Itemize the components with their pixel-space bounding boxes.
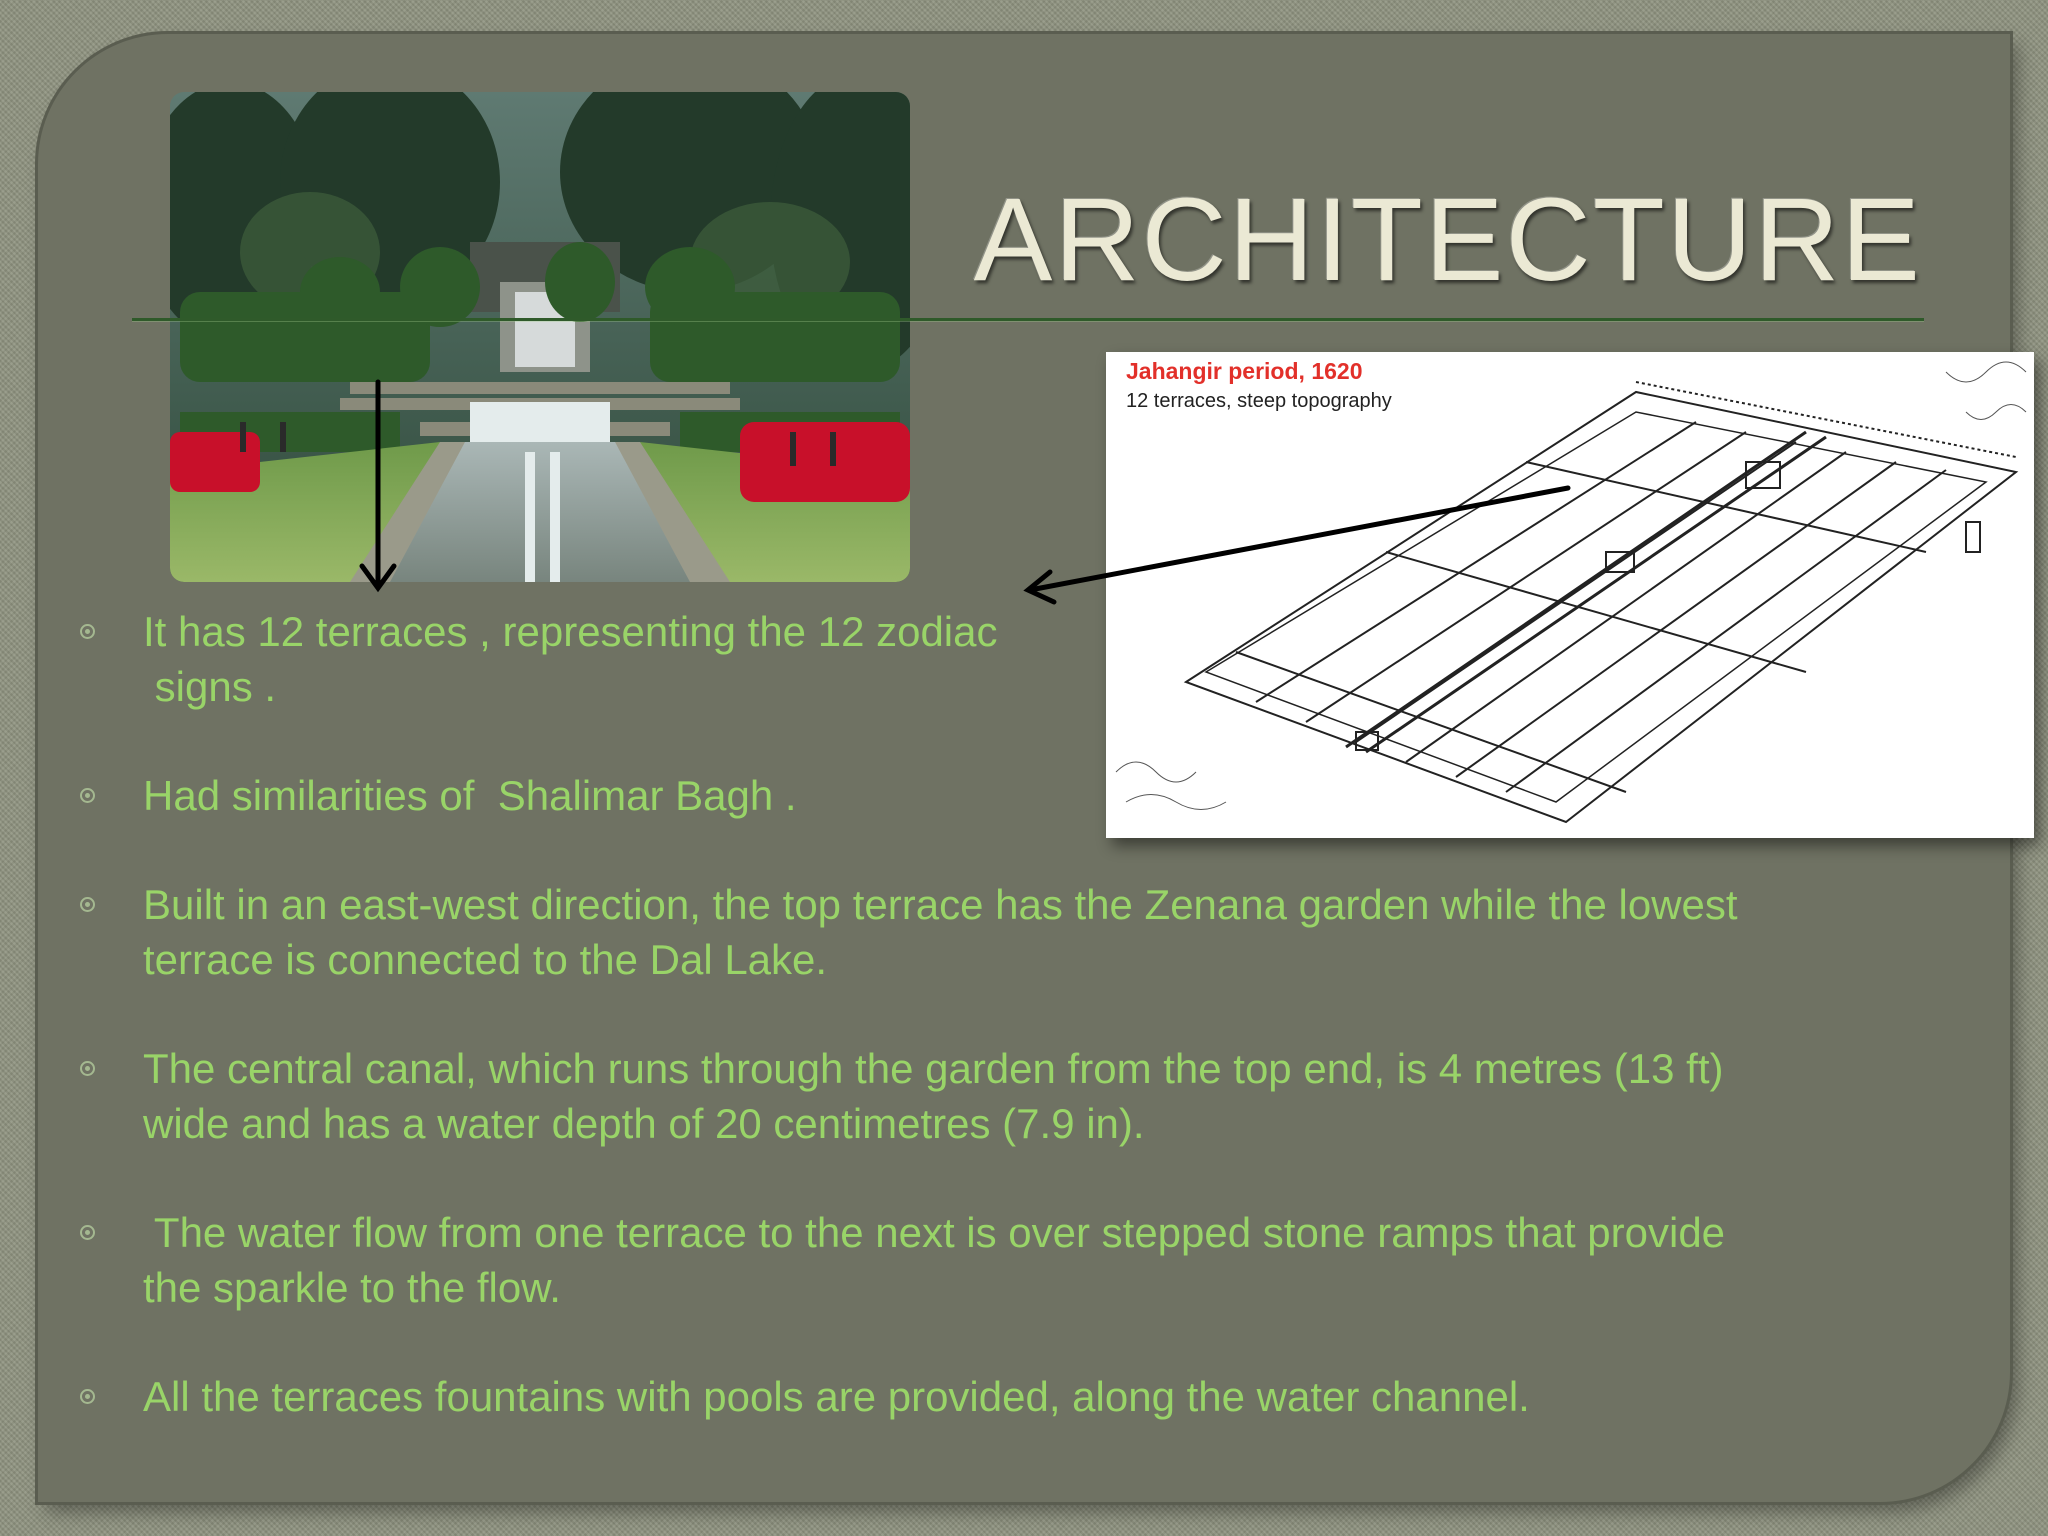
bullet-icon [80, 624, 95, 639]
bullet-line-1: Had similarities of Shalimar Bagh . [143, 772, 797, 819]
bullet-line-1: All the terraces fountains with pools are provided, along the water channel. [143, 1373, 1530, 1420]
bullet-line-1: It has 12 terraces , representing the 12 zodiac [143, 608, 998, 655]
title-divider [132, 318, 1924, 321]
bullet-line-1: Built in an east-west direction, the top terrace has the Zenana garden while the lowest [143, 881, 1738, 928]
bullet-icon [80, 788, 95, 803]
terrace-plan-sketch [1106, 352, 2034, 838]
bullet-line-1: The central canal, which runs through the garden from the top end, is 4 metres (13 ft) [143, 1045, 1724, 1092]
bullet-icon [80, 1389, 95, 1404]
bullet-line-1: The water flow from one terrace to the next is over stepped stone ramps that provide [143, 1209, 1726, 1256]
bullet-line-2: terrace is connected to the Dal Lake. [143, 936, 828, 983]
slide-title: ARCHITECTURE [973, 174, 1922, 306]
plan-caption-title: Jahangir period, 1620 [1126, 358, 1363, 384]
bullet-icon [80, 1061, 95, 1076]
plan-caption-subtitle: 12 terraces, steep topography [1126, 390, 1392, 412]
bullet-line-2: signs . [143, 663, 277, 710]
bullet-line-2: the sparkle to the flow. [143, 1264, 561, 1311]
terrace-plan-drawing [1106, 352, 2034, 838]
bullet-icon [80, 897, 95, 912]
bullet-line-2: wide and has a water depth of 20 centimetres (7.9 in). [143, 1100, 1145, 1147]
bullet-icon [80, 1225, 95, 1240]
garden-photo-image [170, 92, 910, 582]
garden-photo [170, 92, 910, 582]
